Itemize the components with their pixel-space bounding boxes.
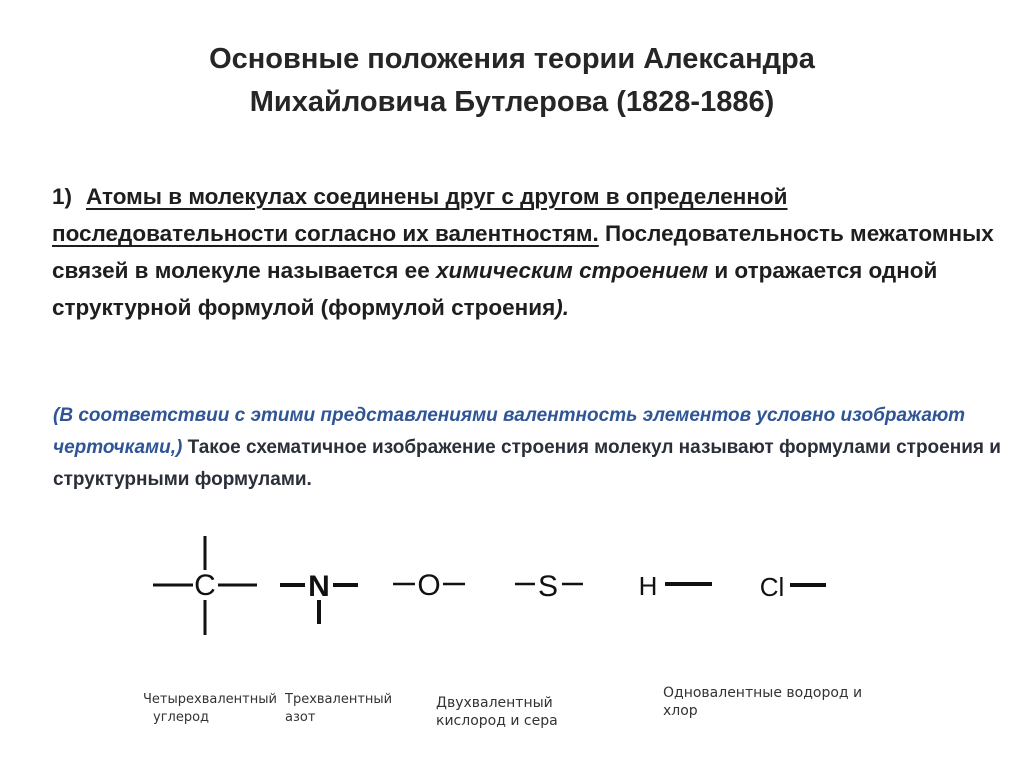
caption-oxygen-sulfur-line-2: кислород и сера xyxy=(436,713,558,729)
oxygen-formula xyxy=(393,569,465,602)
valence-note-text: Такое схематичное изображение строения молекул называют формулами строения и структурными формулами. xyxy=(53,437,1001,490)
point-term-chemical-structure: химическим строением xyxy=(435,258,709,283)
hydrogen-formula xyxy=(639,571,712,601)
sulfur-symbol: S xyxy=(537,570,559,603)
caption-oxygen-sulfur xyxy=(436,694,558,730)
caption-carbon-line-2: углерод xyxy=(153,710,210,725)
caption-carbon xyxy=(143,691,277,727)
caption-nitrogen-line-1: Трехвалентный xyxy=(285,692,393,707)
point-underlined-statement: Атомы в молекулах соединены друг с другом в определенной последовательности согласно их валентностям. xyxy=(52,184,788,246)
carbon-formula xyxy=(153,536,257,635)
chlorine-symbol: Cl xyxy=(759,572,785,602)
valence-note-blue: (В соответствии с этими представлениями валентность элементов условно изображают черточками,) xyxy=(53,405,965,458)
slide-title-line-1: Основные положения теории Александра xyxy=(209,43,815,75)
theory-point-1 xyxy=(52,178,1002,326)
point-text-a: Последовательность межатомных связей в молекуле называется ее xyxy=(52,221,994,283)
oxygen-symbol: O xyxy=(417,569,441,602)
nitrogen-symbol: N xyxy=(308,570,330,603)
nitrogen-formula xyxy=(280,570,358,624)
slide-title-line-2: Михайловича Бутлерова (1828-1886) xyxy=(249,86,775,118)
caption-nitrogen-line-2: азот xyxy=(285,710,316,725)
hydrogen-symbol: H xyxy=(638,571,658,601)
valence-note xyxy=(53,400,1003,496)
point-text-end: ). xyxy=(555,295,569,320)
carbon-symbol: C xyxy=(194,569,216,602)
caption-oxygen-sulfur-line-1: Двухвалентный xyxy=(436,695,553,711)
caption-hydrogen-chlorine-line-1: Одновалентные водород и xyxy=(663,685,863,701)
chlorine-formula xyxy=(760,572,826,602)
point-text-b: и отражается одной структурной формулой (формулой строения xyxy=(52,258,938,320)
structural-formulas xyxy=(0,520,1024,650)
sulfur-formula xyxy=(515,570,583,603)
slide-title xyxy=(0,38,1024,124)
caption-carbon-line-1: Четырехвалентный xyxy=(143,692,277,707)
point-number: 1) xyxy=(52,184,73,209)
caption-hydrogen-chlorine xyxy=(663,684,862,720)
caption-nitrogen xyxy=(285,691,392,727)
caption-hydrogen-chlorine-line-2: хлор xyxy=(663,703,698,719)
